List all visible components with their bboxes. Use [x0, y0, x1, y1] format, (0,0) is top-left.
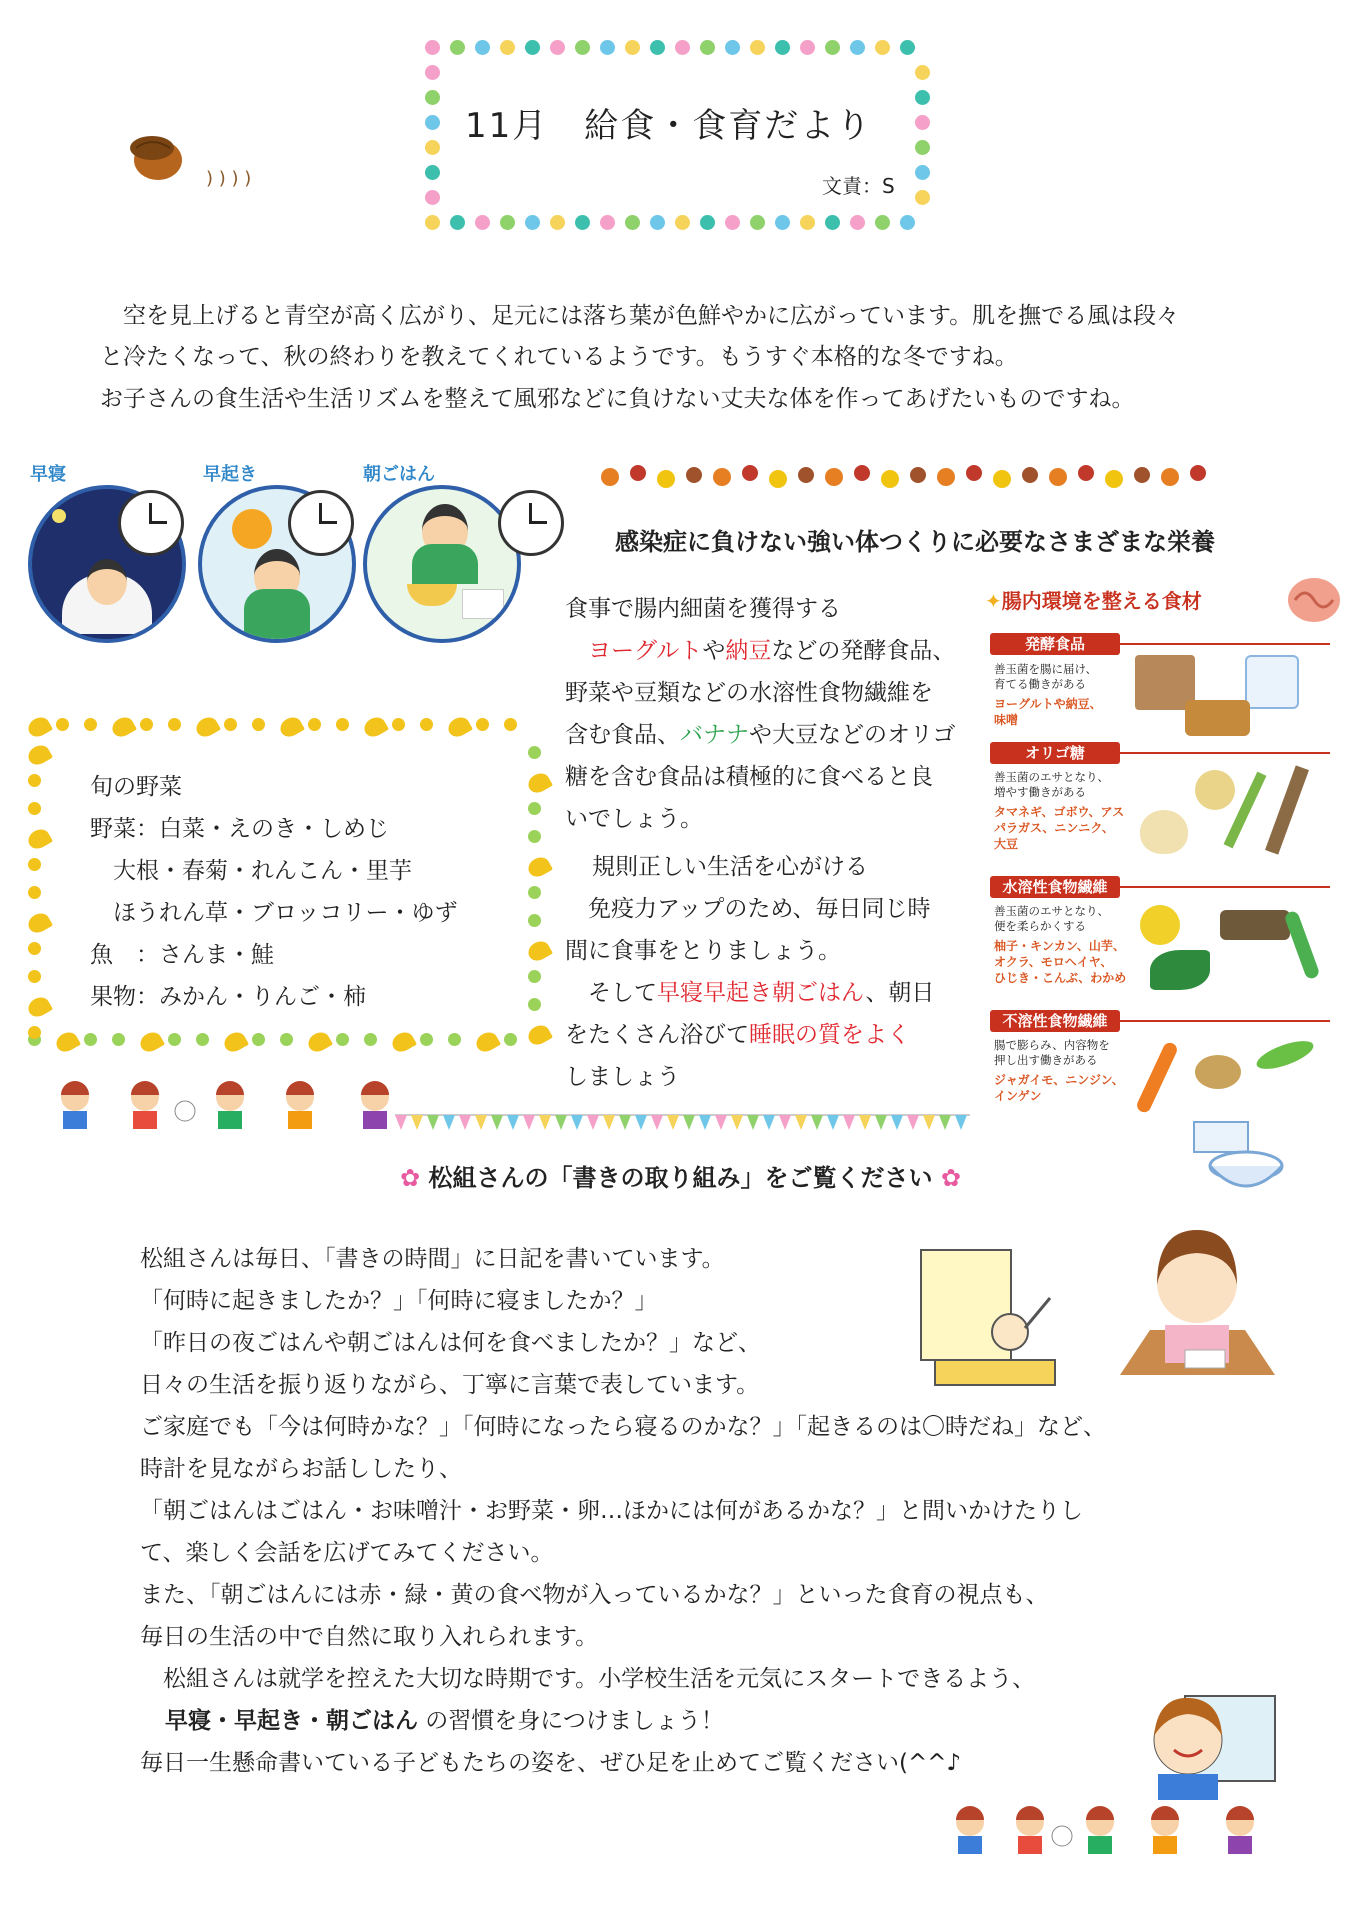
frame-dot — [528, 886, 541, 899]
frame-dot — [800, 215, 815, 230]
frame-dot — [425, 215, 440, 230]
frame-dot — [915, 165, 930, 180]
category-label: 不溶性食物繊維 — [990, 1010, 1120, 1032]
matsu-line: て、楽しく会話を広げてみてください。 — [140, 1540, 554, 1566]
waking-child-illustration — [915, 1240, 1085, 1400]
nutrition-subheading-gut: 食事で腸内細菌を獲得する — [565, 596, 841, 622]
routine-label-breakfast: 朝ごはん — [363, 464, 435, 485]
frame-dot — [850, 40, 865, 55]
nutrition-p2-line5: しましょう — [565, 1064, 680, 1090]
gut-panel-title: ✦腸内環境を整える食材 — [985, 589, 1202, 613]
matsu-line: 松組さんは就学を控えた大切な時期です。小学校生活を元気にスタートできるよう、 — [140, 1666, 1036, 1692]
ginkgo-leaf-icon — [25, 826, 53, 853]
yogurt-bowl-image — [1190, 1118, 1285, 1193]
ginkgo-leaf-icon — [277, 714, 305, 741]
frame-dot — [915, 65, 930, 80]
frame-dot — [84, 1033, 97, 1046]
frame-dot — [528, 830, 541, 843]
matsu-line: 「朝ごはんはごはん・お味噌汁・お野菜・卵…ほかには何があるかな？」と問いかけたりし — [140, 1498, 1083, 1524]
ginkgo-leaf-icon — [445, 714, 473, 741]
frame-dot — [915, 115, 930, 130]
frame-dot — [504, 718, 517, 731]
frame-dot — [850, 215, 865, 230]
nutrition-heading: 感染症に負けない強い体つくりに必要なさまざまな栄養 — [615, 528, 1215, 556]
frame-dot — [280, 1033, 293, 1046]
frame-dot — [700, 40, 715, 55]
frame-dot — [825, 40, 840, 55]
frame-dot — [650, 40, 665, 55]
clock-icon — [118, 490, 184, 556]
ginkgo-leaf-icon — [25, 742, 53, 769]
seasonal-line: 果物：みかん・りんご・柿 — [90, 984, 366, 1010]
bunting-decoration — [395, 1112, 970, 1138]
frame-dot — [425, 115, 440, 130]
frame-dot — [500, 40, 515, 55]
ginkgo-leaf-icon — [361, 714, 389, 741]
seasonal-line: ほうれん草・ブロッコリー・ゆず — [90, 900, 458, 926]
matsu-line: 時計を見ながらお話ししたり、 — [140, 1456, 462, 1482]
ginkgo-leaf-icon — [25, 910, 53, 937]
flower-icon: ✿ — [940, 1164, 961, 1192]
seasonal-line: 野菜：白菜・えのき・しめじ — [90, 816, 389, 842]
frame-dot — [28, 970, 41, 983]
frame-dot — [476, 718, 489, 731]
frame-dot — [750, 40, 765, 55]
matsu-closing-line: 毎日一生懸命書いている子どもたちの姿を、ぜひ足を止めてご覧ください(^^♪ — [140, 1750, 962, 1776]
frame-dot — [500, 215, 515, 230]
acorn-icon — [128, 130, 288, 200]
nutrition-p2-line1: 免疫力アップのため、毎日同じ時 — [565, 896, 931, 922]
frame-dot — [112, 1033, 125, 1046]
nutrition-p1-line4: 糖を含む食品は積極的に食べると良 — [565, 764, 933, 790]
matsu-line: 「何時に起きましたか？」「何時に寝ましたか？」 — [140, 1288, 658, 1314]
frame-dot — [725, 215, 740, 230]
matsu-line: ご家庭でも「今は何時かな？」「何時になったら寝るのかな？」「起きるのは〇時だね」など、 — [140, 1414, 1106, 1440]
matsu-line: 「昨日の夜ごはんや朝ごはんは何を食べましたか？」など、 — [140, 1330, 761, 1356]
potato-image — [1195, 1055, 1241, 1089]
ginkgo-leaf-icon — [525, 1022, 553, 1049]
habit-bold-text: 早寝・早起き・朝ごはん — [165, 1708, 418, 1734]
matsu-habit-line: 早寝・早起き・朝ごはん の習慣を身につけましょう！ — [165, 1708, 724, 1734]
frame-dot — [675, 40, 690, 55]
frame-dot — [364, 1033, 377, 1046]
frame-dot — [504, 1033, 517, 1046]
yogurt-cup-image — [1245, 655, 1299, 709]
natto-text: 納豆 — [725, 638, 772, 664]
clock-icon — [498, 490, 564, 556]
frame-dot — [140, 718, 153, 731]
frame-dot — [875, 40, 890, 55]
category-label: オリゴ糖 — [990, 742, 1120, 764]
sleep-quality-text: 睡眠の質をよく — [749, 1022, 910, 1048]
frame-dot — [575, 215, 590, 230]
frame-dot — [56, 718, 69, 731]
frame-dot — [392, 718, 405, 731]
frame-dot — [775, 215, 790, 230]
matsu-line: また、「朝ごはんには赤・緑・黄の食べ物が入っているかな？」といった食育の視点も、 — [140, 1582, 1049, 1608]
frame-dot — [800, 40, 815, 55]
frame-dot — [336, 718, 349, 731]
frame-dot — [168, 1033, 181, 1046]
ginkgo-leaf-icon — [525, 938, 553, 965]
ginkgo-leaf-icon — [525, 770, 553, 797]
breakfast-scene — [363, 485, 521, 643]
sparkle-icon: ✦ — [985, 589, 1002, 613]
frame-dot — [84, 718, 97, 731]
matsu-heading: ✿ 松組さんの「書きの取り組み」をご覧ください ✿ — [400, 1164, 961, 1192]
category-label: 水溶性食物繊維 — [990, 876, 1120, 898]
ginkgo-leaf-icon — [25, 714, 53, 741]
frame-dot — [900, 215, 915, 230]
kids-reading-illustration — [55, 1075, 400, 1135]
intro-line-3: お子さんの食生活や生活リズムを整えて風邪などに負けない丈夫な体を作ってあげたいものですね。 — [100, 386, 1135, 412]
banana-text: バナナ — [680, 722, 749, 748]
frame-dot — [875, 215, 890, 230]
frame-dot — [308, 718, 321, 731]
seaweed-image — [1220, 910, 1290, 940]
matsu-line: 松組さんは毎日、「書きの時間」に日記を書いています。 — [140, 1246, 725, 1272]
frame-dot — [528, 970, 541, 983]
frame-dot — [528, 998, 541, 1011]
frame-dot — [425, 90, 440, 105]
seasonal-line: 大根・春菊・れんこん・里芋 — [90, 858, 412, 884]
frame-dot — [425, 40, 440, 55]
frame-dot — [196, 1033, 209, 1046]
frame-dot — [252, 718, 265, 731]
frame-dot — [600, 40, 615, 55]
frame-dot — [28, 942, 41, 955]
frame-dot — [750, 215, 765, 230]
frame-dot — [448, 1033, 461, 1046]
ginkgo-leaf-icon — [221, 1029, 249, 1056]
frame-dot — [625, 215, 640, 230]
frame-dot — [252, 1033, 265, 1046]
frame-dot — [775, 40, 790, 55]
frame-dot — [28, 1026, 41, 1039]
soybean-image — [1195, 770, 1235, 810]
frame-dot — [450, 40, 465, 55]
frame-dot — [915, 190, 930, 205]
frame-dot — [528, 914, 541, 927]
frame-dot — [575, 40, 590, 55]
frame-dot — [600, 215, 615, 230]
author-credit: 文責：S — [822, 174, 895, 198]
frame-dot — [425, 165, 440, 180]
frame-dot — [168, 718, 181, 731]
frame-dot — [915, 90, 930, 105]
nutrition-p2-line4: をたくさん浴びて睡眠の質をよく — [565, 1022, 910, 1048]
nutrition-p1-line1: ヨーグルトや納豆などの発酵食品、 — [588, 638, 956, 664]
frame-dot — [700, 215, 715, 230]
page-title: 11月 給食・食育だより — [465, 106, 873, 146]
autumn-leaves-garland — [590, 455, 1230, 495]
seasonal-heading: 旬の野菜 — [90, 774, 182, 800]
frame-dot — [528, 802, 541, 815]
routine-illustration — [28, 460, 568, 640]
burdock-image — [1265, 765, 1309, 854]
nutrition-p1-line5: いでしょう。 — [565, 806, 703, 832]
ginkgo-leaf-icon — [389, 1029, 417, 1056]
onion-image — [1140, 810, 1188, 854]
frame-dot — [420, 718, 433, 731]
intestine-icon — [1285, 572, 1343, 624]
frame-dot — [28, 802, 41, 815]
natto-image — [1185, 700, 1250, 736]
clock-icon — [288, 490, 354, 556]
yuzu-image — [1140, 905, 1180, 945]
seasonal-line: 魚 ：さんま・鮭 — [90, 942, 274, 968]
routine-text: 早寝早起き朝ごはん — [657, 980, 866, 1006]
frame-dot — [625, 40, 640, 55]
nutrition-p2-line2: 間に食事をとりましょう。 — [565, 938, 841, 964]
flower-icon: ✿ — [400, 1164, 421, 1192]
frame-dot — [425, 140, 440, 155]
ginkgo-leaf-icon — [53, 1029, 81, 1056]
category-label: 発酵食品 — [990, 633, 1120, 655]
frame-dot — [915, 140, 930, 155]
matsu-line: 毎日の生活の中で自然に取り入れられます。 — [140, 1624, 599, 1650]
ginkgo-leaf-icon — [25, 994, 53, 1021]
frame-dot — [550, 215, 565, 230]
frame-dot — [28, 886, 41, 899]
nutrition-p2-line3: そして早寝早起き朝ごはん、朝日 — [565, 980, 935, 1006]
nutrition-p1-line3: 含む食品、バナナや大豆などのオリゴ — [565, 722, 956, 748]
yogurt-text: ヨーグルト — [588, 638, 703, 664]
frame-dot — [28, 774, 41, 787]
greens-image — [1150, 950, 1210, 990]
intro-line-2: と冷たくなって、秋の終わりを教えてくれているようです。もうすぐ本格的な冬ですね。 — [100, 344, 1018, 370]
frame-dot — [825, 215, 840, 230]
ginkgo-leaf-icon — [305, 1029, 333, 1056]
svg-text:) ) ) ): ) ) ) ) — [206, 168, 252, 189]
frame-dot — [725, 40, 740, 55]
ginkgo-leaf-icon — [525, 854, 553, 881]
green-bean-image — [1253, 1035, 1316, 1074]
routine-label-wake: 早起き — [203, 464, 257, 485]
okra-image — [1283, 910, 1320, 981]
nutrition-subheading-routine: 規則正しい生活を心がける — [592, 854, 868, 880]
frame-dot — [475, 40, 490, 55]
kids-reading-illustration — [950, 1800, 1270, 1865]
gut-panel: 発酵食品 善玉菌を腸に届け、 育てる働きがある ヨーグルトや納豆、 味噌 オリゴ糖 善玉菌のエサとなり、 増やす働きがある タマネギ、ゴボウ、アス パラガス、ニンニク、 大豆 水溶性食物繊維 善玉菌のエサとなり、 便を柔らかくする 柚子・キンカン、山芋、 オクラ、モロヘイヤ、 ひじき・こんぶ、わかめ 不溶性食物繊維 腸で膨らみ、内容物を 押し出す働きがある ジャガイモ、ニンジン、 インゲン — [990, 630, 1340, 1140]
frame-dot — [525, 215, 540, 230]
frame-dot — [450, 215, 465, 230]
frame-dot — [425, 190, 440, 205]
intro-line-1: 空を見上げると青空が高く広がり、足元には落ち葉が色鮮やかに広がっています。肌を撫でる風は段々 — [100, 303, 1180, 329]
frame-dot — [525, 40, 540, 55]
carrot-image — [1135, 1041, 1179, 1115]
frame-dot — [675, 215, 690, 230]
nutrition-p1-line2: 野菜や豆類などの水溶性食物繊維を — [565, 680, 933, 706]
ginkgo-leaf-icon — [137, 1029, 165, 1056]
writing-child-illustration — [1115, 1225, 1280, 1375]
ginkgo-leaf-icon — [193, 714, 221, 741]
ginkgo-leaf-icon — [473, 1029, 501, 1056]
frame-dot — [336, 1033, 349, 1046]
happy-child-illustration — [1130, 1688, 1280, 1803]
frame-dot — [475, 215, 490, 230]
frame-dot — [550, 40, 565, 55]
frame-dot — [900, 40, 915, 55]
matsu-line: 日々の生活を振り返りながら、丁寧に言葉で表しています。 — [140, 1372, 760, 1398]
ginkgo-leaf-icon — [109, 714, 137, 741]
frame-dot — [425, 65, 440, 80]
routine-label-sleep: 早寝 — [30, 464, 66, 485]
frame-dot — [28, 858, 41, 871]
frame-dot — [650, 215, 665, 230]
frame-dot — [420, 1033, 433, 1046]
frame-dot — [224, 718, 237, 731]
frame-dot — [528, 746, 541, 759]
